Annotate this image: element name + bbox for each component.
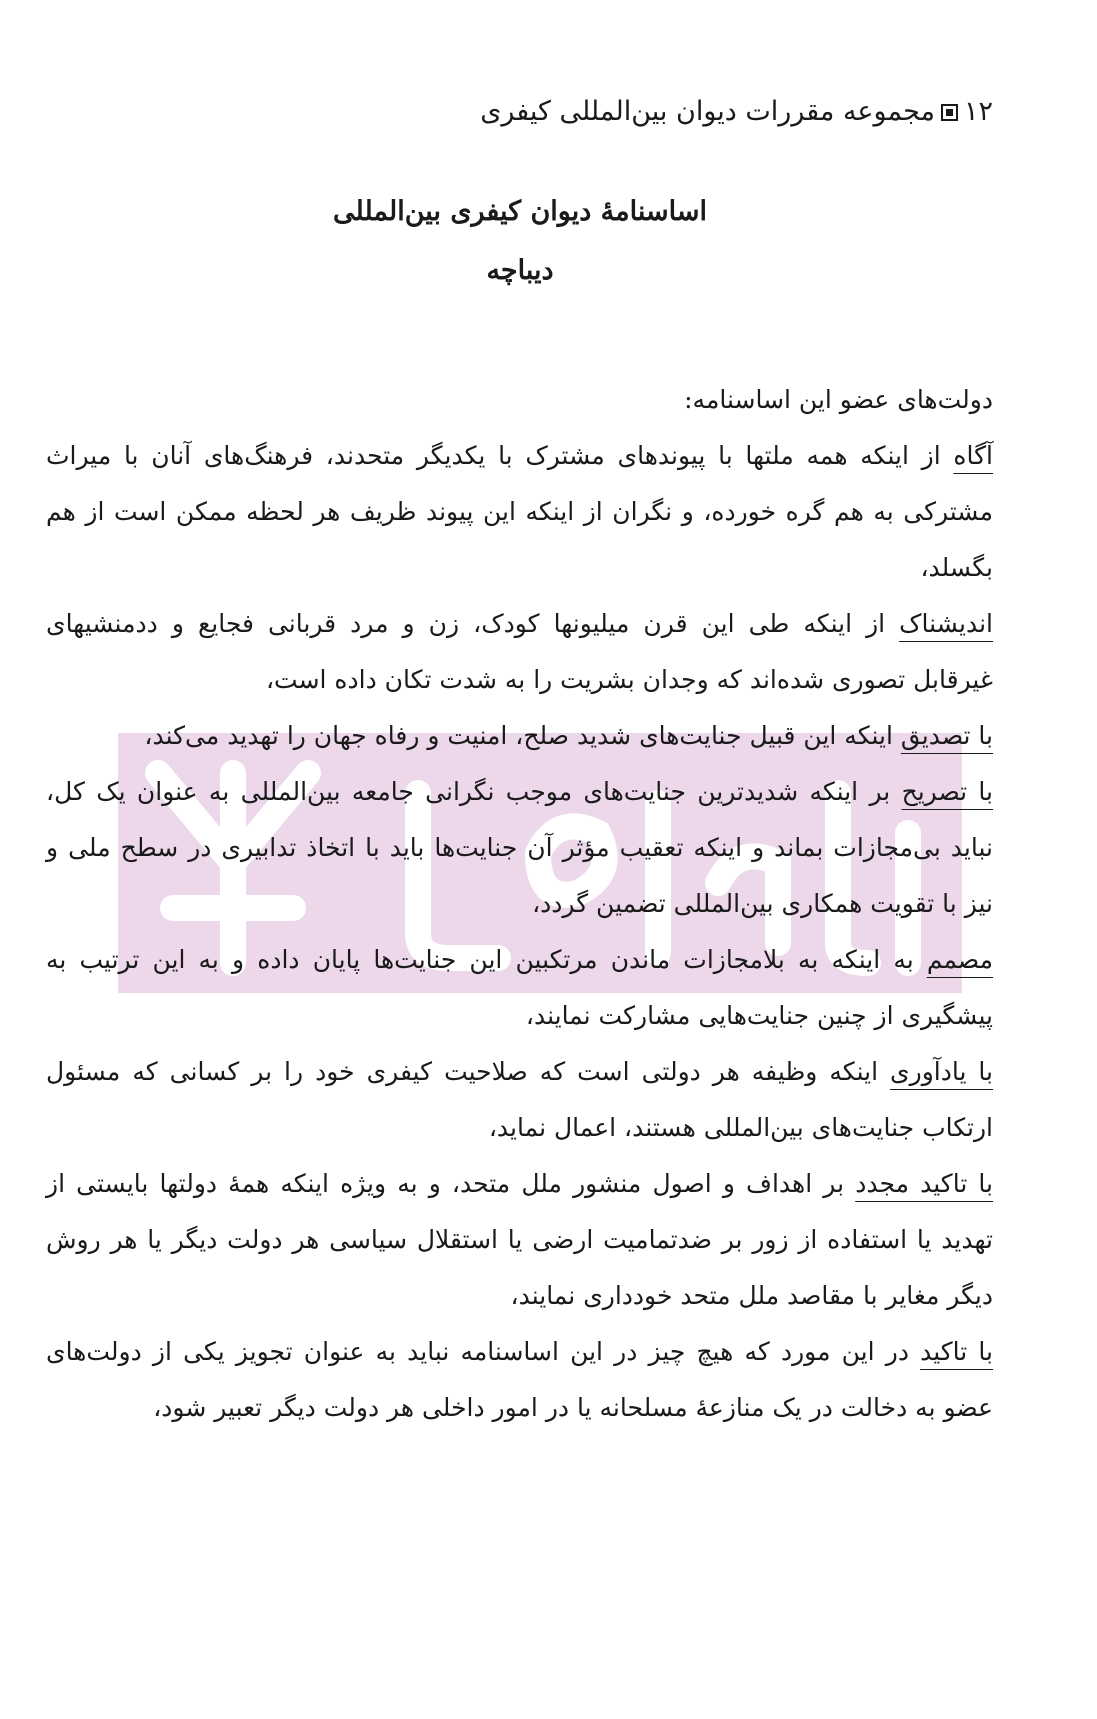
preamble-body	[46, 372, 993, 1436]
paragraph-text: بر اینکه شدیدترین جنایت‌های موجب نگرانی جامعه بین‌المللی به عنوان یک کل، نباید بی‌مجازات بماند و اینکه تعقیب مؤثر آن جنایت‌ها باید با اتخاذ تدابیری در سطح ملی و نیز با تقویت همکاری بین‌المللی تضمین گردد،	[46, 777, 993, 918]
book-title: مجموعه مقررات دیوان بین‌المللی کیفری	[480, 96, 935, 127]
paragraph-text: بر اهداف و اصول منشور ملل متحد، و به ویژه اینکه همهٔ دولتها بایستی از تهدید یا استفاده از زور بر ضدتمامیت ارضی یا استقلال سیاسی هر دولت دیگر یا هر روش دیگر مغایر با مقاصد ملل متحد خودداری نمایند،	[46, 1169, 993, 1310]
paragraph-6	[46, 1044, 993, 1156]
paragraph-keyword: با تاکید	[920, 1337, 993, 1366]
square-bullet-icon	[941, 104, 958, 121]
paragraph-text: از اینکه همه ملتها با پیوندهای مشترک با یکدیگر متحدند، فرهنگ‌های آنان با میراث مشترکی به هم گره خورده، و نگران از اینکه این پیوند ظریف هر لحظه ممکن است از هم بگسلد،	[46, 441, 993, 582]
paragraph-text: اینکه این قبیل جنایت‌های شدید صلح، امنیت و رفاه جهان را تهدید می‌کند،	[144, 721, 901, 750]
paragraph-text: به اینکه به بلامجازات ماندن مرتکبین این جنایت‌ها پایان داده و به این ترتیب به پیشگیری از چنین جنایت‌هایی مشارکت نمایند،	[46, 945, 993, 1030]
paragraph-keyword: با یادآوری	[890, 1057, 994, 1086]
paragraph-4	[46, 764, 993, 932]
paragraph-7	[46, 1156, 993, 1324]
preamble-title: دیباچه	[486, 255, 554, 286]
paragraph-keyword: مصمم	[926, 945, 993, 974]
running-header	[480, 96, 993, 127]
paragraph-5	[46, 932, 993, 1044]
paragraph-keyword: با تصدیق	[900, 721, 993, 750]
paragraph-8	[46, 1324, 993, 1436]
paragraph-keyword: با تاکید مجدد	[855, 1169, 993, 1198]
paragraph-2	[46, 596, 993, 708]
paragraph-3	[46, 708, 993, 764]
paragraph-keyword: اندیشناک	[899, 609, 993, 638]
paragraph-text: در این مورد که هیچ چیز در این اساسنامه نباید به عنوان تجویز یکی از دولت‌های عضو به دخالت در یک منازعهٔ مسلحانه یا در امور داخلی هر دولت دیگر تعبیر شود،	[46, 1337, 993, 1422]
paragraph-keyword: آگاه	[953, 441, 993, 470]
statute-title: اساسنامهٔ دیوان کیفری بین‌المللی	[333, 196, 707, 227]
paragraph-keyword: با تصریح	[901, 777, 993, 806]
paragraph-1	[46, 428, 993, 596]
paragraph-text: از اینکه طی این قرن میلیونها کودک، زن و مرد قربانی فجایع و ددمنشیهای غیرقابل تصوری شده‌اند که وجدان بشریت را به شدت تکان داده است،	[46, 609, 993, 694]
intro-line: دولت‌های عضو این اساسنامه:	[684, 385, 993, 414]
paragraph-text: اینکه وظیفه هر دولتی است که صلاحیت کیفری خود را بر کسانی که مسئول ارتکاب جنایت‌های بین‌المللی هستند، اعمال نماید،	[46, 1057, 993, 1142]
page-number: ۱۲	[963, 96, 993, 127]
